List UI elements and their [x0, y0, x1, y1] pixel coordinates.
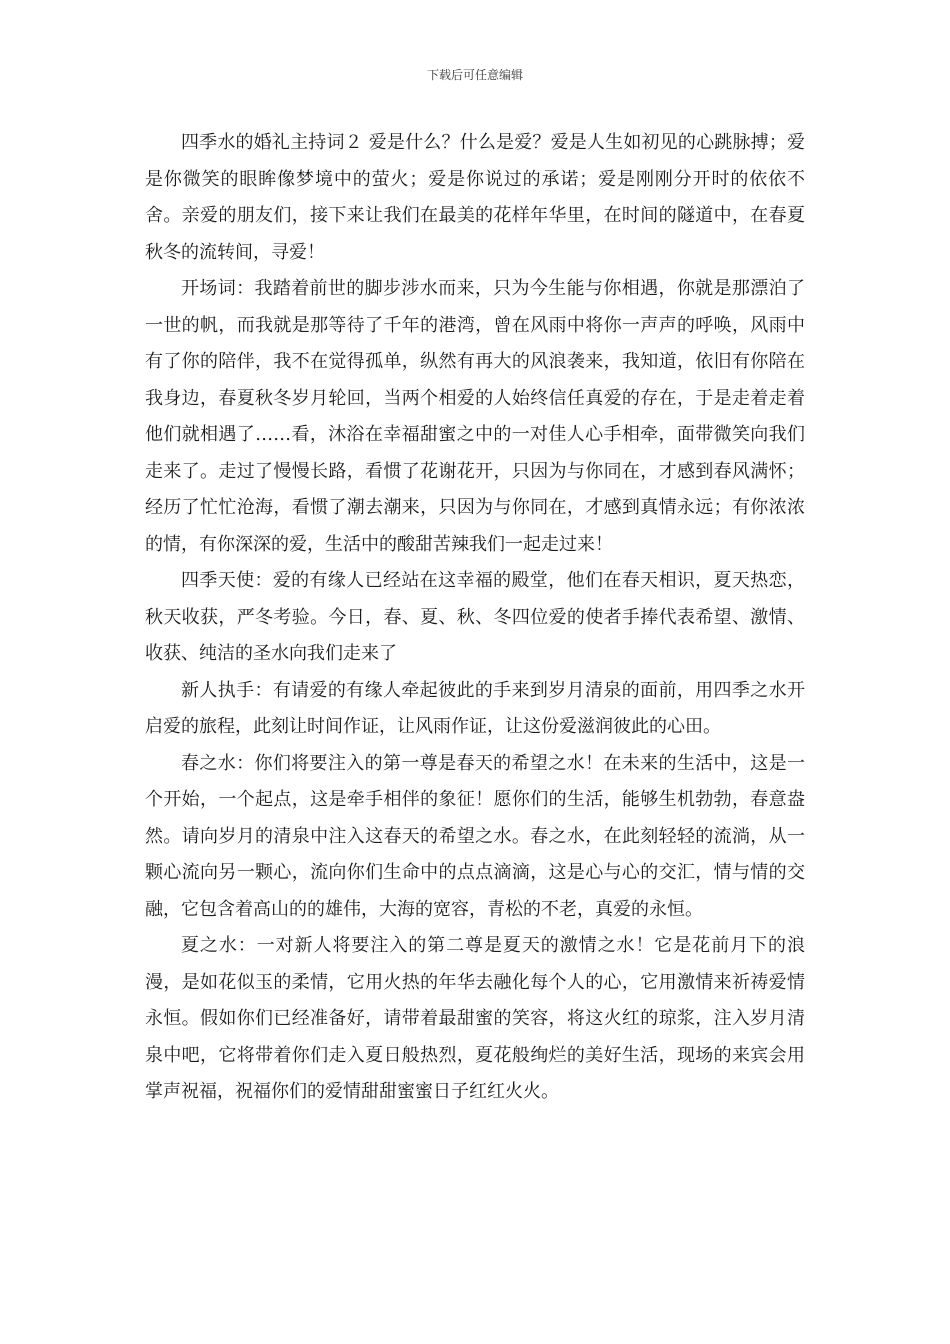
paragraph-four-seasons-angels: 四季天使：爱的有缘人已经站在这幸福的殿堂，他们在春天相识，夏天热恋，秋天收获，严冬考验。今日，春、夏、秋、冬四位爱的使者手捧代表希望、激情、收获、纯洁的圣水向我们走来了: [145, 570, 805, 664]
document-body: [145, 125, 805, 1111]
page-header-note: 下载后可任意编辑: [426, 68, 523, 82]
paragraph-holding-hands: 新人执手：有请爱的有缘人牵起彼此的手来到岁月清泉的面前，用四季之水开启爱的旅程，此刻让时间作证，让风雨作证，让这份爱滋润彼此的心田。: [145, 679, 805, 737]
paragraph-summer-water: 夏之水：一对新人将要注入的第二尊是夏天的激情之水！它是花前月下的浪漫，是如花似玉的柔情，它用火热的年华去融化每个人的心，它用激情来祈祷爱情永恒。假如你们已经准备好，请带着最甜蜜的笑容，将这火红的琼浆，注入岁月清泉中吧，它将带着你们走入夏日般热烈，夏花般绚烂的美好生活，现场的来宾会用掌声祝福，祝福你们的爱情甜甜蜜蜜日子红红火火。: [145, 935, 805, 1102]
paragraph-intro: 四季水的婚礼主持词２ 爱是什么？什么是爱？爱是人生如初见的心跳脉搏；爱是你微笑的眼眸像梦境中的萤火；爱是你说过的承诺；爱是刚刚分开时的依依不舍。亲爱的朋友们，接下来让我们在最美的花样年华里，在时间的隧道中，在春夏秋冬的流转间，寻爱！: [145, 132, 805, 263]
paragraph-opening: 开场词：我踏着前世的脚步涉水而来，只为今生能与你相遇，你就是那漂泊了一世的帆，而我就是那等待了千年的港湾，曾在风雨中将你一声声的呼唤，风雨中有了你的陪伴，我不在觉得孤单，纵然有再大的风浪袭来，我知道，依旧有你陪在我身边，春夏秋冬岁月轮回，当两个相爱的人始终信任真爱的存在，于是走着走着他们就相遇了……看，沐浴在幸福甜蜜之中的一对佳人心手相牵，面带微笑向我们走来了。走过了慢慢长路，看惯了花谢花开，只因为与你同在，才感到春风满怀；经历了忙忙沧海，看惯了潮去潮来，只因为与你同在，才感到真情永远；有你浓浓的情，有你深深的爱，生活中的酸甜苦辣我们一起走过来！: [145, 278, 805, 555]
paragraph-spring-water: 春之水：你们将要注入的第一尊是春天的希望之水！在未来的生活中，这是一个开始，一个起点，这是牵手相伴的象征！愿你们的生活，能够生机勃勃，春意盎然。请向岁月的清泉中注入这春天的希望之水。春之水，在此刻轻轻的流淌，从一颗心流向另一颗心，流向你们生命中的点点滴滴，这是心与心的交汇，情与情的交融，它包含着高山的的雄伟，大海的宽容，青松的不老，真爱的永恒。: [145, 752, 805, 920]
